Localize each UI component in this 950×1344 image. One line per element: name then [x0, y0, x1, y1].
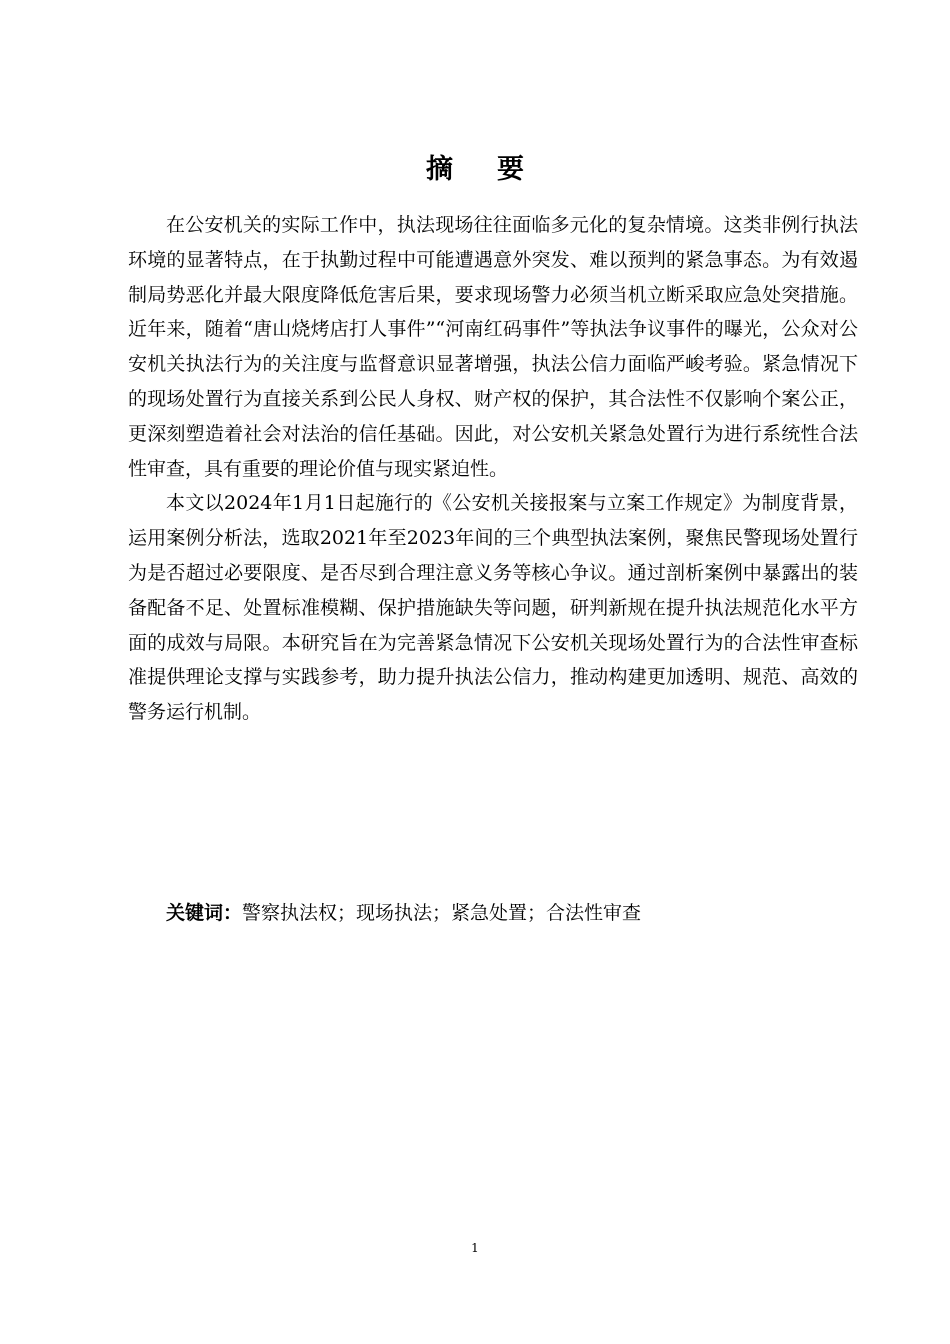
abstract-body	[128, 208, 858, 730]
abstract-paragraph-1: 在公安机关的实际工作中，执法现场往往面临多元化的复杂情境。这类非例行执法环境的显著特点，在于执勤过程中可能遭遇意外突发、难以预判的紧急事态。为有效遏制局势恶化并最大限度降低危害后果，要求现场警力必须当机立断采取应急处突措施。近年来，随着“唐山烧烤店打人事件”“河南红码事件”等执法争议事件的曝光，公众对公安机关执法行为的关注度与监督意识显著增强，执法公信力面临严峻考验。紧急情况下的现场处置行为直接关系到公民人身权、财产权的保护，其合法性不仅影响个案公正，更深刻塑造着社会对法治的信任基础。因此，对公安机关紧急处置行为进行系统性合法性审查，具有重要的理论价值与现实紧迫性。	[128, 214, 858, 480]
keywords-line	[166, 896, 858, 930]
keywords-list: 警察执法权；现场执法；紧急处置；合法性审查	[242, 902, 642, 924]
keywords-label: 关键词：	[166, 902, 243, 924]
page-number: 1	[471, 1241, 479, 1255]
abstract-title: 摘要	[426, 154, 568, 185]
abstract-paragraph-2: 本文以2024年1月1日起施行的《公安机关接报案与立案工作规定》为制度背景，运用案例分析法，选取2021年至2023年间的三个典型执法案例，聚焦民警现场处置行为是否超过必要限度、是否尽到合理注意义务等核心争议。通过剖析案例中暴露出的装备配备不足、处置标准模糊、保护措施缺失等问题，研判新规在提升执法规范化水平方面的成效与局限。本研究旨在为完善紧急情况下公安机关现场处置行为的合法性审查标准提供理论支撑与实践参考，助力提升执法公信力，推动构建更加透明、规范、高效的警务运行机制。	[128, 492, 858, 724]
